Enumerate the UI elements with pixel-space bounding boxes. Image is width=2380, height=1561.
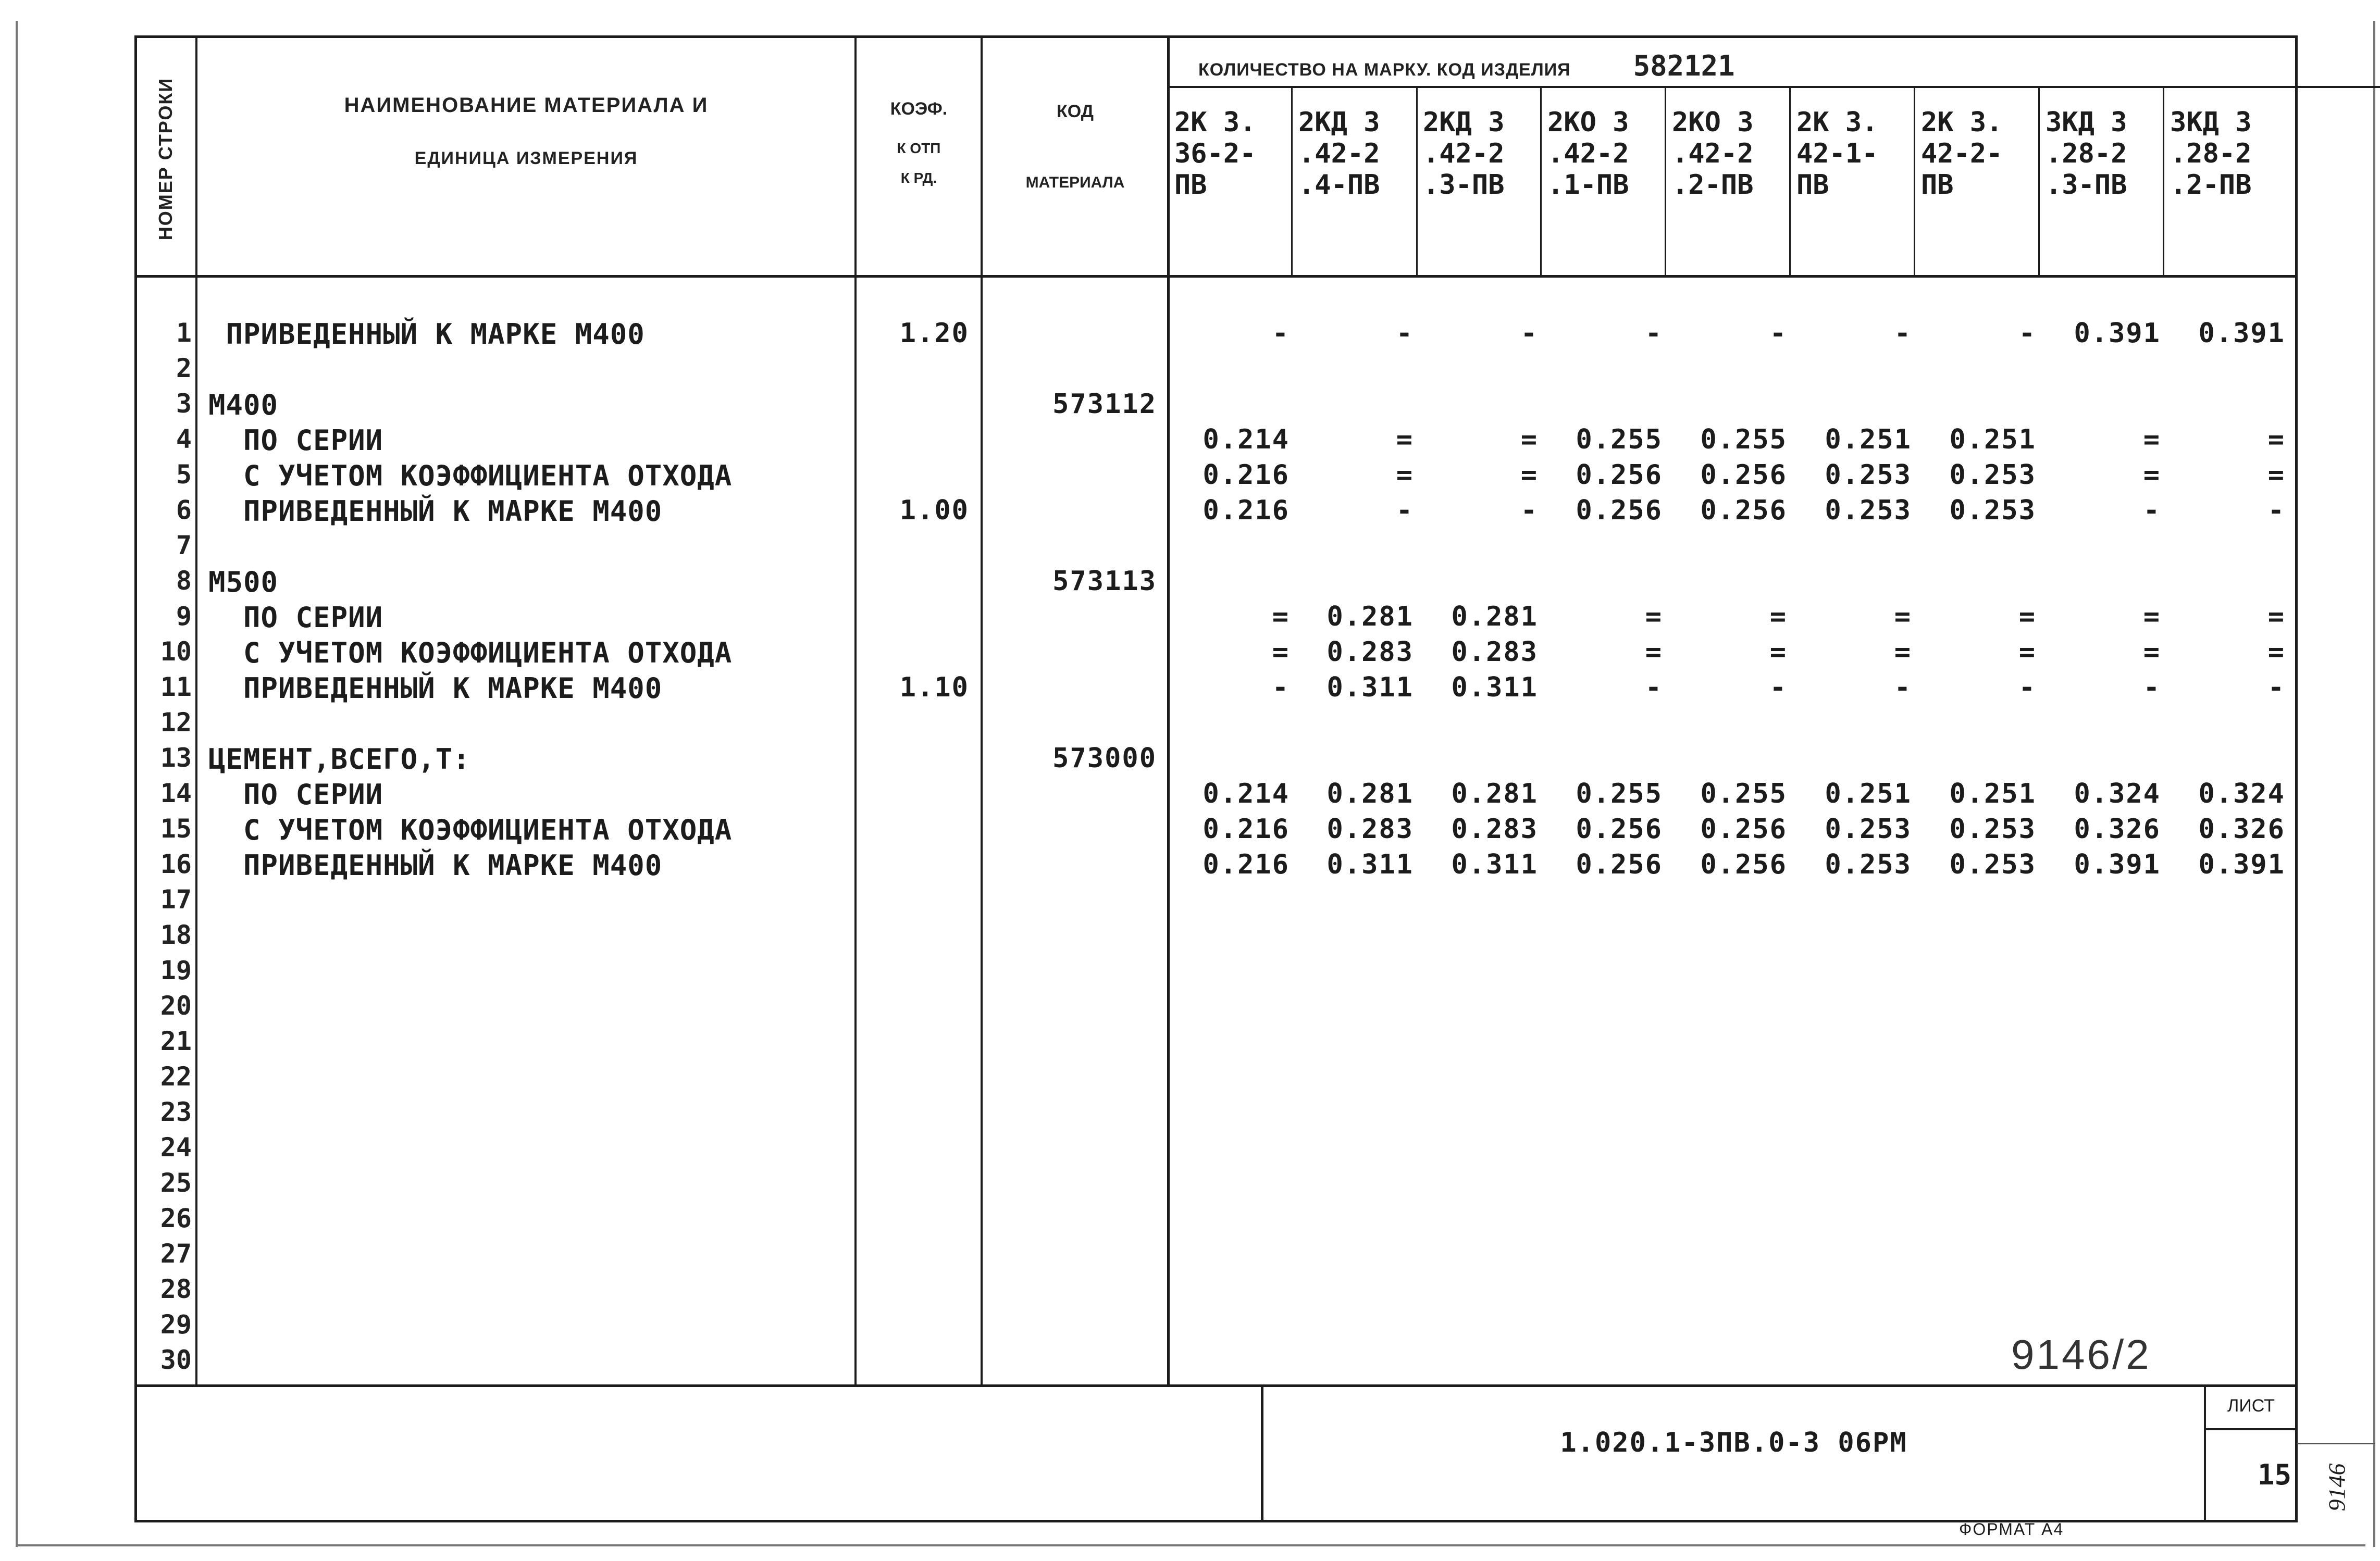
- quantity-value: =: [1894, 601, 1912, 632]
- quantity-value: -: [1520, 495, 1538, 526]
- quantity-value: 0.216: [1203, 814, 1290, 845]
- row-number: 13: [160, 743, 192, 773]
- format-label: ФОРМАТ А4: [1959, 1520, 2064, 1539]
- quantity-value: -: [1272, 318, 1290, 349]
- quantity-value: =: [1272, 636, 1290, 668]
- material-name: ПО СЕРИИ: [208, 778, 383, 811]
- margin-note: 9146: [2323, 1463, 2350, 1512]
- quantity-value: 0.216: [1203, 459, 1290, 491]
- column-header-line: 3КД 3: [2170, 107, 2252, 138]
- margin-box-top: [2297, 1443, 2375, 1444]
- row-number: 26: [160, 1203, 192, 1233]
- material-name: С УЧЕТОМ КОЭФФИЦИЕНТА ОТХОДА: [208, 814, 733, 846]
- material-name: С УЧЕТОМ КОЭФФИЦИЕНТА ОТХОДА: [208, 459, 733, 492]
- quantity-value: 0.256: [1576, 495, 1663, 526]
- row-number: 11: [160, 672, 192, 702]
- quantity-value: =: [1396, 424, 1414, 455]
- quantity-value: 0.256: [1700, 495, 1787, 526]
- row-number-header-text: НОМЕР СТРОКИ: [155, 77, 176, 241]
- column-header: [1174, 107, 1256, 201]
- quantity-value: 0.283: [1451, 814, 1538, 845]
- quantity-value: 0.324: [2198, 778, 2285, 809]
- coef-header-line3: К РД.: [900, 170, 937, 186]
- row-number: 30: [160, 1345, 192, 1375]
- quantity-value: -: [2143, 672, 2161, 703]
- column-header-line: 2КО 3: [1547, 107, 1629, 138]
- row-number: 25: [160, 1168, 192, 1198]
- quantity-value: -: [1769, 318, 1787, 349]
- qty-col-divider-5: [1789, 86, 1791, 276]
- row-number: 24: [160, 1132, 192, 1163]
- coefficient: 1.20: [899, 318, 969, 349]
- sheet-number: 15: [2257, 1458, 2291, 1491]
- row-number: 9: [176, 601, 192, 631]
- coef-col-border: [981, 35, 983, 1387]
- qty-header-divider: [1167, 86, 2380, 88]
- row-number: 6: [176, 495, 192, 525]
- column-header-line: 36-2-: [1174, 138, 1256, 169]
- qty-col-divider-4: [1665, 86, 1666, 276]
- column-header: [2170, 107, 2252, 201]
- quantity-value: 0.256: [1576, 849, 1663, 880]
- row-number: 23: [160, 1097, 192, 1127]
- row-number: 7: [176, 530, 192, 560]
- code-col-border: [1167, 35, 1170, 1387]
- material-name: ПРИВЕДЕННЫЙ К МАРКЕ М400: [208, 672, 663, 705]
- quantity-value: 0.253: [1949, 459, 2036, 491]
- table-right-border: [2295, 35, 2298, 1522]
- quantity-value: =: [2018, 601, 2036, 632]
- column-header: [1796, 107, 1878, 201]
- coefficient: 1.10: [899, 672, 969, 703]
- column-header-line: 2КО 3: [1672, 107, 1754, 138]
- row-number: 1: [176, 318, 192, 348]
- quantity-value: 0.255: [1576, 424, 1663, 455]
- material-name-header-line1: НАИМЕНОВАНИЕ МАТЕРИАЛА И: [344, 94, 709, 117]
- column-header-line: 2КД 3: [1423, 107, 1505, 138]
- material-name-header: [198, 94, 854, 169]
- column-header-line: .3-ПВ: [2046, 169, 2127, 201]
- column-header-line: ПВ: [1796, 169, 1829, 201]
- column-header-line: .3-ПВ: [1423, 169, 1505, 201]
- column-header-line: 2К 3.: [1796, 107, 1878, 138]
- quantity-value: 0.256: [1700, 814, 1787, 845]
- column-header-line: 42-2-: [1921, 138, 2003, 169]
- quantity-value: 0.253: [1825, 459, 1912, 491]
- column-header-line: ПВ: [1921, 169, 1954, 201]
- quantity-value: 0.283: [1451, 636, 1538, 668]
- quantity-value: 0.255: [1700, 778, 1787, 809]
- quantity-value: 0.391: [2074, 849, 2161, 880]
- code-header-line2: МАТЕРИАЛА: [1025, 174, 1125, 191]
- material-name: М500: [208, 566, 279, 598]
- column-header: [1921, 107, 2003, 201]
- quantity-value: 0.311: [1451, 672, 1538, 703]
- frame-right-border: [2373, 21, 2375, 1547]
- quantity-value: -: [2267, 672, 2285, 703]
- quantity-value: -: [1645, 318, 1663, 349]
- handwritten-number: 9146/2: [2011, 1331, 2151, 1378]
- row-number: 18: [160, 920, 192, 950]
- quantity-value: =: [2143, 424, 2161, 455]
- row-number: 19: [160, 955, 192, 985]
- quantity-value: =: [1272, 601, 1290, 632]
- material-name: ПО СЕРИИ: [208, 424, 383, 457]
- column-header-line: .28-2: [2046, 138, 2127, 169]
- quantity-value: =: [1645, 601, 1663, 632]
- qty-col-divider-3: [1540, 86, 1542, 276]
- table-top-border: [134, 35, 2297, 38]
- quantity-value: 0.311: [1451, 849, 1538, 880]
- row-number: 8: [176, 566, 192, 596]
- column-header-line: 2К 3.: [1921, 107, 2003, 138]
- quantity-value: -: [1769, 672, 1787, 703]
- quantity-value: 0.251: [1949, 424, 2036, 455]
- qty-col-divider-2: [1416, 86, 1418, 276]
- quantity-value: =: [2267, 636, 2285, 668]
- column-header-line: .42-2: [1298, 138, 1380, 169]
- sheet-box-left: [2204, 1385, 2206, 1521]
- quantity-value: 0.391: [2198, 849, 2285, 880]
- row-number: 29: [160, 1309, 192, 1340]
- quantity-value: 0.214: [1203, 424, 1290, 455]
- quantity-value: -: [1645, 672, 1663, 703]
- material-name: ЦЕМЕНТ,ВСЕГО,Т:: [208, 743, 470, 776]
- quantity-value: =: [1769, 601, 1787, 632]
- quantity-value: -: [2018, 672, 2036, 703]
- quantity-value: =: [1894, 636, 1912, 668]
- quantity-value: =: [1520, 424, 1538, 455]
- material-name: ПРИВЕДЕННЫЙ К МАРКЕ М400: [208, 849, 663, 882]
- material-name: ПО СЕРИИ: [208, 601, 383, 634]
- row-number: 16: [160, 849, 192, 879]
- document-code: 1.020.1-3ПВ.0-3 06РМ: [1560, 1427, 1907, 1458]
- quantity-value: 0.283: [1327, 636, 1414, 668]
- quantity-value: -: [1396, 318, 1414, 349]
- quantity-value: 0.391: [2074, 318, 2161, 349]
- column-header-line: .42-2: [1672, 138, 1754, 169]
- quantity-value: 0.281: [1327, 778, 1414, 809]
- table-header-bottom-border: [134, 275, 2297, 278]
- quantity-value: 0.253: [1825, 849, 1912, 880]
- qty-col-divider-8: [2163, 86, 2164, 276]
- quantity-value: =: [1396, 459, 1414, 491]
- row-number: 15: [160, 814, 192, 844]
- column-header-line: .2-ПВ: [1672, 169, 1754, 201]
- quantity-value: 0.283: [1327, 814, 1414, 845]
- name-col-border: [854, 35, 857, 1387]
- quantity-value: 0.326: [2074, 814, 2161, 845]
- column-header-line: .1-ПВ: [1547, 169, 1629, 201]
- material-code: 573113: [1052, 566, 1157, 597]
- column-header-line: .42-2: [1547, 138, 1629, 169]
- row-number: 20: [160, 991, 192, 1021]
- frame-bottom-border: [16, 1544, 2365, 1546]
- row-number: 4: [176, 424, 192, 454]
- column-header: [1298, 107, 1380, 201]
- quantity-value: =: [1769, 636, 1787, 668]
- quantity-value: 0.255: [1576, 778, 1663, 809]
- qty-col-divider-7: [2038, 86, 2040, 276]
- quantity-value: 0.251: [1825, 424, 1912, 455]
- quantity-value: =: [2267, 601, 2285, 632]
- sheet-box-divider: [2204, 1428, 2297, 1430]
- qty-header: [1198, 49, 2032, 82]
- quantity-value: 0.253: [1825, 814, 1912, 845]
- quantity-value: 0.311: [1327, 849, 1414, 880]
- material-name: ПРИВЕДЕННЫЙ К МАРКЕ М400: [208, 318, 645, 351]
- quantity-value: =: [2143, 636, 2161, 668]
- quantity-value: 0.216: [1203, 495, 1290, 526]
- column-header-line: 2К 3.: [1174, 107, 1256, 138]
- coefficient: 1.00: [899, 495, 969, 526]
- table-body-bottom-border: [134, 1384, 2297, 1387]
- material-name: ПРИВЕДЕННЫЙ К МАРКЕ М400: [208, 495, 663, 528]
- table-left-border: [134, 35, 137, 1522]
- column-header-line: .2-ПВ: [2170, 169, 2252, 201]
- quantity-value: 0.311: [1327, 672, 1414, 703]
- quantity-value: -: [2143, 495, 2161, 526]
- row-number: 14: [160, 778, 192, 808]
- frame-left-border: [16, 21, 18, 1547]
- column-header-line: .28-2: [2170, 138, 2252, 169]
- quantity-value: =: [2143, 459, 2161, 491]
- quantity-value: =: [2267, 424, 2285, 455]
- row-number: 10: [160, 636, 192, 667]
- code-header: [983, 102, 1167, 192]
- sheet-label: ЛИСТ: [2227, 1396, 2275, 1416]
- column-header: [1423, 107, 1505, 201]
- quantity-value: -: [2018, 318, 2036, 349]
- quantity-value: 0.255: [1700, 424, 1787, 455]
- material-code: 573112: [1052, 389, 1157, 420]
- material-name: М400: [208, 389, 279, 421]
- column-header-line: 42-1-: [1796, 138, 1878, 169]
- product-code: 582121: [1633, 49, 1735, 82]
- quantity-value: =: [1645, 636, 1663, 668]
- row-number: 21: [160, 1026, 192, 1056]
- quantity-value: -: [1894, 672, 1912, 703]
- quantity-value: 0.391: [2198, 318, 2285, 349]
- quantity-value: =: [2143, 601, 2161, 632]
- qty-header-label: КОЛИЧЕСТВО НА МАРКУ. КОД ИЗДЕЛИЯ: [1198, 60, 1571, 80]
- row-number: 3: [176, 389, 192, 419]
- row-number: 27: [160, 1239, 192, 1269]
- quantity-value: 0.281: [1451, 778, 1538, 809]
- quantity-value: -: [1396, 495, 1414, 526]
- quantity-value: 0.253: [1949, 495, 2036, 526]
- column-header: [1547, 107, 1629, 201]
- code-header-line1: КОД: [1057, 102, 1094, 121]
- quantity-value: =: [2267, 459, 2285, 491]
- column-header-line: .42-2: [1423, 138, 1505, 169]
- column-header: [2046, 107, 2127, 201]
- column-header: [1672, 107, 1754, 201]
- quantity-value: 0.281: [1327, 601, 1414, 632]
- quantity-value: 0.324: [2074, 778, 2161, 809]
- quantity-value: 0.256: [1576, 814, 1663, 845]
- quantity-value: -: [2267, 495, 2285, 526]
- quantity-value: 0.253: [1825, 495, 1912, 526]
- column-header-line: 3КД 3: [2046, 107, 2127, 138]
- row-number: 28: [160, 1274, 192, 1304]
- row-number: 22: [160, 1062, 192, 1092]
- row-number-header: [140, 49, 192, 268]
- quantity-value: 0.256: [1576, 459, 1663, 491]
- material-name-header-line2: ЕДИНИЦА ИЗМЕРЕНИЯ: [414, 148, 638, 168]
- coef-header: [857, 99, 981, 186]
- row-number: 5: [176, 459, 192, 490]
- quantity-value: =: [1520, 459, 1538, 491]
- material-code: 573000: [1052, 743, 1157, 774]
- column-header-line: 2КД 3: [1298, 107, 1380, 138]
- quantity-value: -: [1520, 318, 1538, 349]
- qty-col-divider-1: [1291, 86, 1293, 276]
- row-number: 12: [160, 707, 192, 738]
- qty-col-divider-6: [1914, 86, 1915, 276]
- quantity-value: 0.251: [1825, 778, 1912, 809]
- coef-header-line1: КОЭФ.: [890, 99, 948, 119]
- quantity-value: 0.253: [1949, 814, 2036, 845]
- quantity-value: 0.253: [1949, 849, 2036, 880]
- row-number: 2: [176, 353, 192, 383]
- quantity-value: 0.216: [1203, 849, 1290, 880]
- quantity-value: =: [2018, 636, 2036, 668]
- column-header-line: .4-ПВ: [1298, 169, 1380, 201]
- quantity-value: 0.256: [1700, 459, 1787, 491]
- quantity-value: 0.256: [1700, 849, 1787, 880]
- quantity-value: -: [1272, 672, 1290, 703]
- quantity-value: 0.214: [1203, 778, 1290, 809]
- row-number: 17: [160, 884, 192, 915]
- coef-header-line2: К ОТП: [897, 140, 941, 156]
- quantity-value: -: [1894, 318, 1912, 349]
- quantity-value: 0.251: [1949, 778, 2036, 809]
- column-header-line: ПВ: [1174, 169, 1207, 201]
- rownum-col-border: [195, 35, 197, 1387]
- material-name: С УЧЕТОМ КОЭФФИЦИЕНТА ОТХОДА: [208, 636, 733, 669]
- quantity-value: 0.281: [1451, 601, 1538, 632]
- quantity-value: 0.326: [2198, 814, 2285, 845]
